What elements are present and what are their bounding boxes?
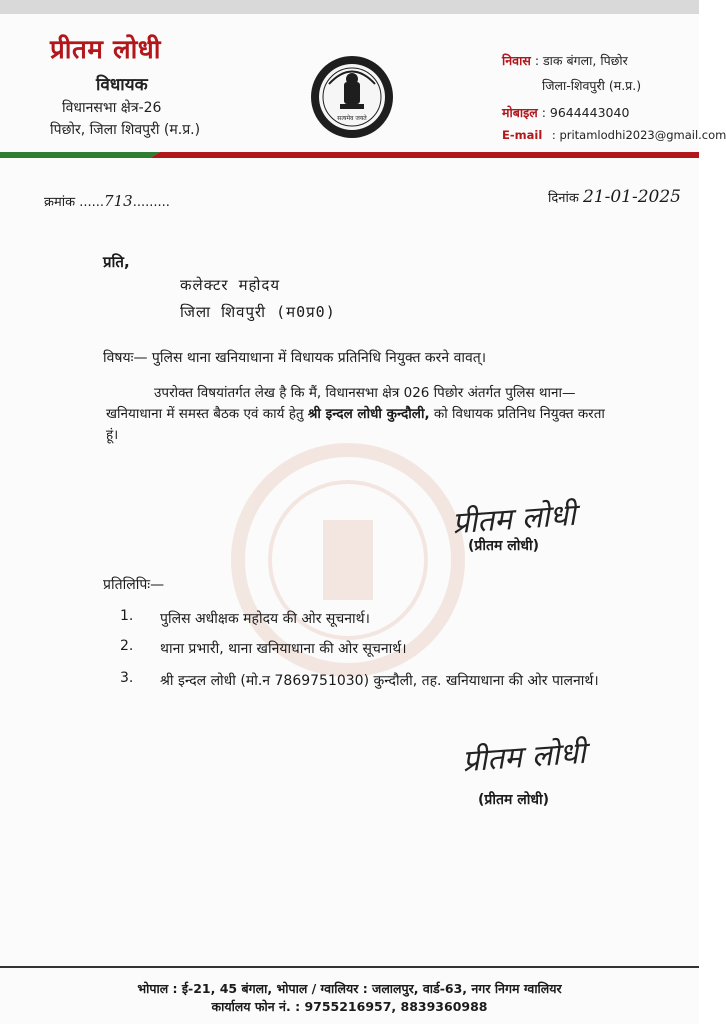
state-emblem-icon bbox=[309, 54, 395, 140]
reference-number bbox=[44, 192, 170, 210]
letter-subject: विषयः— पुलिस थाना खनियाधाना में विधायक प्रतिनिधि नियुक्त करने वावत्। bbox=[103, 350, 487, 366]
addressee-line1: कलेक्टर महोदय bbox=[180, 276, 281, 294]
copy-item-text: थाना प्रभारी, थाना खनियाधाना की ओर सूचनार्थ। bbox=[160, 641, 407, 657]
reference-value: 713 bbox=[104, 192, 133, 210]
copy-item-text: पुलिस अधीक्षक महोदय की ओर सूचनार्थ। bbox=[160, 611, 370, 627]
email-row bbox=[502, 128, 726, 142]
mobile-label: मोबाइल bbox=[502, 105, 538, 120]
letter-date bbox=[548, 187, 681, 207]
footer-addresses: भोपाल : ई-21, 45 बंगला, भोपाल / ग्वालियर : जलालपुर, वार्ड-63, नगर निगम ग्वालियर bbox=[137, 981, 562, 996]
residence-label: निवास bbox=[502, 53, 531, 68]
mla-name: प्रीतम लोधी bbox=[50, 35, 162, 65]
footer-divider bbox=[0, 966, 699, 968]
signature: प्रीतम लोधी bbox=[451, 497, 577, 542]
reference-label: क्रमांक bbox=[44, 195, 76, 210]
email-label: E-mail bbox=[502, 128, 543, 142]
email-value: : pritamlodhi2023@gmail.com bbox=[551, 128, 726, 142]
copy-item-number: 2. bbox=[120, 638, 134, 654]
to-heading: प्रति, bbox=[103, 253, 130, 271]
reference-dots-after: ......... bbox=[132, 195, 170, 210]
addressee-line2: जिला शिवपुरी (म0प्र0) bbox=[180, 303, 336, 321]
body-part2: को विधायक प्रतिनिध नियुक्त करता हूं। bbox=[106, 406, 605, 443]
residence-line1: : डाक बंगला, पिछोर bbox=[534, 53, 628, 68]
letter-body bbox=[106, 383, 616, 446]
signature: प्रीतम लोधी bbox=[461, 735, 587, 780]
mla-constituency: विधानसभा क्षेत्र-26 bbox=[62, 100, 162, 116]
emblem-motto: सत्यमेव जयते bbox=[337, 115, 367, 122]
copies-heading: प्रतिलिपिः— bbox=[103, 577, 165, 593]
header-divider bbox=[0, 150, 699, 160]
date-value: 21-01-2025 bbox=[582, 187, 681, 207]
residence-line2: जिला-शिवपुरी (म.प्र.) bbox=[542, 78, 642, 93]
body-part1: उपरोक्त विषयांतर्गत लेख है कि मैं, विधानसभा क्षेत्र 026 पिछोर अंतर्गत पुलिस थाना— खनियाधाना में समस्त बैठक एवं कार्य हेतु bbox=[106, 385, 576, 422]
copy-item-number: 1. bbox=[120, 608, 134, 624]
reference-dots-before: ...... bbox=[79, 195, 105, 210]
mla-designation: विधायक bbox=[96, 75, 148, 95]
mobile-value: : 9644443040 bbox=[541, 105, 630, 120]
copy-item-text: श्री इन्दल लोधी (मो.न 7869751030) कुन्दौली, तह. खनियाधाना की ओर पालनार्थ। bbox=[160, 673, 599, 689]
top-strip bbox=[0, 0, 699, 14]
date-label: दिनांक bbox=[548, 191, 579, 206]
appointee-name: श्री इन्दल लोधी कुन्दौली, bbox=[307, 406, 430, 422]
footer-phone: कार्यालय फोन नं. : 9755216957, 8839360988 bbox=[211, 999, 488, 1014]
signatory-name: (प्रीतम लोधी) bbox=[478, 792, 549, 808]
mobile-row bbox=[502, 104, 629, 121]
signatory-name: (प्रीतम लोधी) bbox=[468, 538, 539, 554]
copy-item-number: 3. bbox=[120, 670, 134, 686]
residence-line1-row bbox=[502, 52, 628, 69]
mla-location: पिछोर, जिला शिवपुरी (म.प्र.) bbox=[50, 122, 201, 138]
